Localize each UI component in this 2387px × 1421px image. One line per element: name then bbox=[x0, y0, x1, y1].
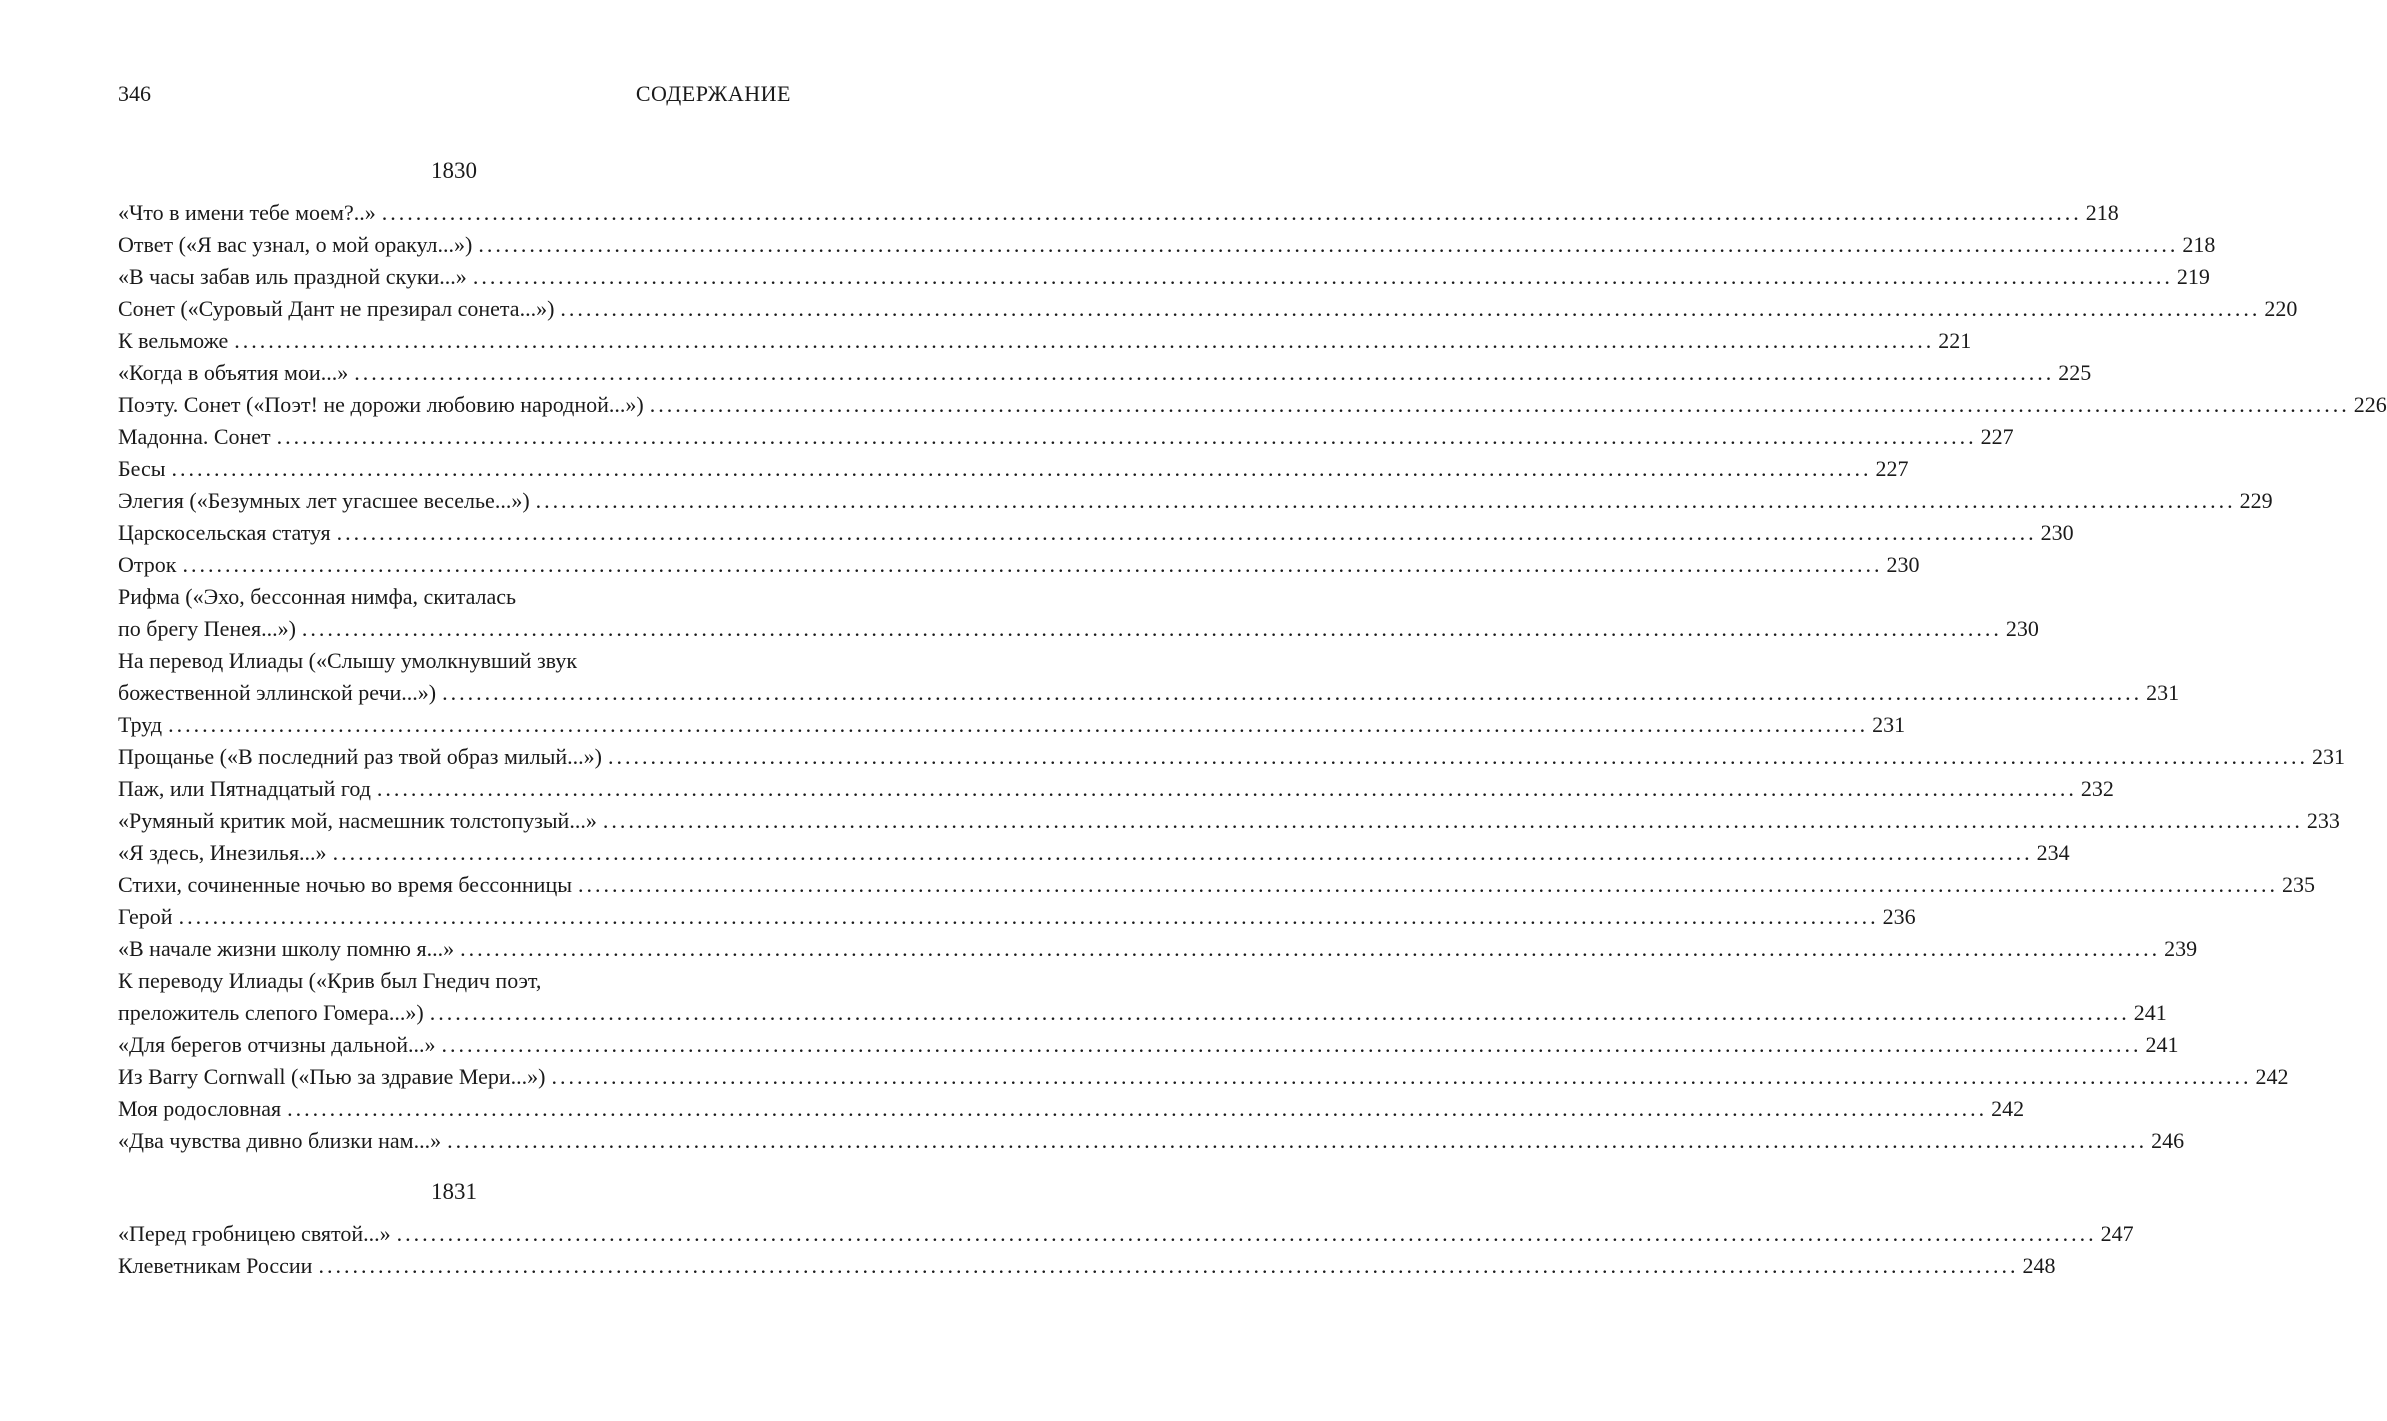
toc-entry bbox=[118, 1250, 2056, 1282]
toc-entry bbox=[118, 1093, 2025, 1125]
dot-leader: ........................................................................................................................................................................................................ bbox=[354, 360, 2055, 385]
toc-entry-title: Ответ («Я вас узнал, о мой оракул...») bbox=[118, 232, 473, 257]
toc-entry bbox=[118, 837, 2070, 869]
dot-leader: ........................................................................................................................................................................................................ bbox=[602, 808, 2303, 833]
toc-entry-line bbox=[118, 1125, 2185, 1157]
dot-leader: ........................................................................................................................................................................................................ bbox=[178, 904, 1879, 929]
toc-entry-line bbox=[118, 1061, 2289, 1093]
toc-entry-line bbox=[118, 1250, 2056, 1282]
toc-entry bbox=[118, 293, 2298, 325]
dot-leader: ........................................................................................................................................................................................................ bbox=[234, 328, 1935, 353]
toc-entry-page-number: 220 bbox=[2264, 296, 2298, 321]
dot-leader: ........................................................................................................................................................................................................ bbox=[551, 1064, 2252, 1089]
toc-entry bbox=[118, 645, 2180, 709]
toc-entry-line bbox=[118, 1093, 2025, 1125]
toc-entry bbox=[118, 1218, 2134, 1250]
toc-entry bbox=[118, 901, 1916, 933]
dot-leader: ........................................................................................................................................................................................................ bbox=[535, 488, 2236, 513]
toc-entry bbox=[118, 197, 2119, 229]
toc-entry-page-number: 221 bbox=[1938, 328, 1972, 353]
dot-leader: ........................................................................................................................................................................................................ bbox=[171, 456, 1872, 481]
section-year: 1830 bbox=[431, 158, 477, 183]
toc-entry-page-number: 241 bbox=[2145, 1032, 2179, 1057]
toc-entry-title: Герой bbox=[118, 904, 173, 929]
dot-leader: ........................................................................................................................................................................................................ bbox=[442, 680, 2143, 705]
toc-entry bbox=[118, 357, 2092, 389]
toc-entry-line bbox=[118, 613, 2039, 645]
toc-entry-page-number: 232 bbox=[2080, 776, 2114, 801]
toc-entries bbox=[118, 1218, 2134, 1282]
toc-entry bbox=[118, 1061, 2289, 1093]
toc-entry-title: Моя родословная bbox=[118, 1096, 282, 1121]
toc-entry-page-number: 242 bbox=[1991, 1096, 2025, 1121]
toc-entry-line bbox=[118, 677, 2180, 709]
dot-leader: ........................................................................................................................................................................................................ bbox=[478, 232, 2179, 257]
toc-entry-page-number: 239 bbox=[2164, 936, 2198, 961]
toc-entry-title: К вельможе bbox=[118, 328, 229, 353]
toc-entry-title: Бесы bbox=[118, 456, 166, 481]
toc-entry-title: Отрок bbox=[118, 552, 177, 577]
toc-entry-page-number: 230 bbox=[1886, 552, 1920, 577]
dot-leader: ........................................................................................................................................................................................................ bbox=[336, 520, 2037, 545]
toc-entry-title: Из Barry Cornwall («Пью за здравие Мери...») bbox=[118, 1064, 546, 1089]
toc-entry-line bbox=[118, 741, 2345, 773]
toc-entry-title: «В начале жизни школу помню я...» bbox=[118, 936, 455, 961]
toc-entry-title: преложитель слепого Гомера...») bbox=[118, 1000, 424, 1025]
toc-entry-line bbox=[118, 805, 2340, 837]
toc-entry-title: Элегия («Безумных лет угасшее веселье...») bbox=[118, 488, 530, 513]
toc-entry-line bbox=[118, 869, 2315, 901]
dot-leader: ........................................................................................................................................................................................................ bbox=[608, 744, 2308, 769]
toc-entry-page-number: 227 bbox=[1875, 456, 1909, 481]
toc-entry bbox=[118, 741, 2345, 773]
toc-entry bbox=[118, 517, 2074, 549]
toc-entry-title: «Для берегов отчизны дальной...» bbox=[118, 1032, 436, 1057]
dot-leader: ........................................................................................................................................................................................................ bbox=[182, 552, 1883, 577]
toc-entry-title-line: На перевод Илиады («Слышу умолкнувший звук bbox=[118, 648, 578, 673]
toc-entry-title: «Когда в объятия мои...» bbox=[118, 360, 349, 385]
toc-entry-line bbox=[118, 325, 1972, 357]
toc-entry-line bbox=[118, 485, 2273, 517]
toc-entry-line bbox=[118, 709, 1906, 741]
dot-leader: ........................................................................................................................................................................................................ bbox=[376, 776, 2077, 801]
toc-entry-page-number: 230 bbox=[2040, 520, 2074, 545]
toc-entry-title: «В часы забав иль праздной скуки...» bbox=[118, 264, 467, 289]
toc-entry-title-line: К переводу Илиады («Крив был Гнедич поэт, bbox=[118, 968, 542, 993]
toc-entry-title: «Я здесь, Инезилья...» bbox=[118, 840, 327, 865]
dot-leader: ........................................................................................................................................................................................................ bbox=[332, 840, 2033, 865]
toc-entry-line bbox=[118, 837, 2070, 869]
dot-leader: ........................................................................................................................................................................................................ bbox=[429, 1000, 2130, 1025]
dot-leader: ........................................................................................................................................................................................................ bbox=[381, 200, 2082, 225]
toc-entry-line bbox=[118, 933, 2198, 965]
dot-leader: ........................................................................................................................................................................................................ bbox=[276, 424, 1977, 449]
toc-entry-page-number: 248 bbox=[2022, 1253, 2056, 1278]
toc-entry-page-number: 242 bbox=[2255, 1064, 2289, 1089]
toc-entry-title: Поэту. Сонет («Поэт! не дорожи любовию народной...») bbox=[118, 392, 644, 417]
toc-entry-page-number: 234 bbox=[2036, 840, 2070, 865]
dot-leader: ........................................................................................................................................................................................................ bbox=[560, 296, 2261, 321]
toc-entry bbox=[118, 421, 2014, 453]
toc-entry-page-number: 229 bbox=[2239, 488, 2273, 513]
toc-entry bbox=[118, 933, 2198, 965]
dot-leader: ........................................................................................................................................................................................................ bbox=[287, 1096, 1988, 1121]
toc-entry bbox=[118, 805, 2340, 837]
toc-entry bbox=[118, 229, 2216, 261]
toc-entry-line bbox=[118, 293, 2298, 325]
toc-entry-page-number: 231 bbox=[2312, 744, 2345, 769]
toc-entry-title: «Румяный критик мой, насмешник толстопузый...» bbox=[118, 808, 597, 833]
toc-entry bbox=[118, 1125, 2185, 1157]
toc-entry-page-number: 236 bbox=[1882, 904, 1916, 929]
toc-entry-title: Клеветникам России bbox=[118, 1253, 313, 1278]
toc-entries bbox=[118, 197, 2387, 1157]
toc-entry-page-number: 230 bbox=[2005, 616, 2039, 641]
toc-entry-line bbox=[118, 901, 1916, 933]
toc-entry-page-number: 227 bbox=[1980, 424, 2014, 449]
toc-entry bbox=[118, 965, 2167, 1029]
toc-entry-title: Прощанье («В последний раз твой образ милый...») bbox=[118, 744, 602, 769]
toc-entry-title: «Что в имени тебе моем?..» bbox=[118, 200, 376, 225]
toc-entry-line bbox=[118, 453, 1909, 485]
toc-entry-line bbox=[118, 229, 2216, 261]
toc-entry-line bbox=[118, 1218, 2134, 1250]
dot-leader: ........................................................................................................................................................................................................ bbox=[396, 1221, 2097, 1246]
toc-entry-page-number: 231 bbox=[2146, 680, 2180, 705]
page-number: 346 bbox=[118, 81, 151, 106]
toc-entry-title: Сонет («Суровый Дант не презирал сонета...») bbox=[118, 296, 555, 321]
toc-entry bbox=[118, 485, 2273, 517]
toc-entry-page-number: 219 bbox=[2176, 264, 2210, 289]
toc-entry bbox=[118, 389, 2387, 421]
toc-entry bbox=[118, 261, 2210, 293]
toc-entry-page-number: 218 bbox=[2182, 232, 2216, 257]
toc-entry-title: Паж, или Пятнадцатый год bbox=[118, 776, 371, 801]
section-year: 1831 bbox=[431, 1179, 477, 1204]
toc-entry-title: по брегу Пенея...») bbox=[118, 616, 296, 641]
dot-leader: ........................................................................................................................................................................................................ bbox=[472, 264, 2173, 289]
dot-leader: ........................................................................................................................................................................................................ bbox=[318, 1253, 2019, 1278]
toc-entry-page-number: 235 bbox=[2282, 872, 2315, 897]
toc-entry-page-number: 226 bbox=[2353, 392, 2387, 417]
toc-entry-title: Царскосельская статуя bbox=[118, 520, 331, 545]
toc-entry-page-number: 218 bbox=[2085, 200, 2119, 225]
toc-entry bbox=[118, 1029, 2179, 1061]
toc-entry-line bbox=[118, 197, 2119, 229]
toc-entry-line bbox=[118, 357, 2092, 389]
toc-entry-title: «Два чувства дивно близки нам...» bbox=[118, 1128, 442, 1153]
toc-entry-line bbox=[118, 773, 2114, 805]
toc-entry-title: божественной эллинской речи...») bbox=[118, 680, 437, 705]
toc-entry bbox=[118, 773, 2114, 805]
toc-entry-line bbox=[118, 261, 2210, 293]
toc-entry-page-number: 231 bbox=[1872, 712, 1906, 737]
toc-entry bbox=[118, 549, 1920, 581]
toc-entry-line bbox=[118, 421, 2014, 453]
toc-entry-title: Мадонна. Сонет bbox=[118, 424, 271, 449]
toc-entry-line bbox=[118, 389, 2387, 421]
toc-entry-page-number: 225 bbox=[2058, 360, 2092, 385]
toc-section-1830 bbox=[118, 155, 2387, 1157]
dot-leader: ........................................................................................................................................................................................................ bbox=[301, 616, 2002, 641]
toc-entry bbox=[118, 709, 1906, 741]
toc-entry-line bbox=[118, 549, 1920, 581]
toc-entry-title-line: Рифма («Эхо, бессонная нимфа, скиталась bbox=[118, 584, 517, 609]
dot-leader: ........................................................................................................................................................................................................ bbox=[168, 712, 1869, 737]
toc-entry bbox=[118, 581, 2039, 645]
toc-section-1831 bbox=[118, 1176, 2134, 1282]
dot-leader: ........................................................................................................................................................................................................ bbox=[441, 1032, 2142, 1057]
toc-entry-line bbox=[118, 517, 2074, 549]
running-title: СОДЕРЖАНИЕ bbox=[635, 81, 791, 106]
toc-entry bbox=[118, 325, 1972, 357]
toc-entry bbox=[118, 869, 2315, 901]
toc-entry-line bbox=[118, 1029, 2179, 1061]
toc-entry-page-number: 233 bbox=[2306, 808, 2340, 833]
dot-leader: ........................................................................................................................................................................................................ bbox=[578, 872, 2278, 897]
toc-entry-page-number: 241 bbox=[2133, 1000, 2167, 1025]
toc-entry-page-number: 247 bbox=[2100, 1221, 2134, 1246]
toc-entry-line bbox=[118, 997, 2167, 1029]
dot-leader: ........................................................................................................................................................................................................ bbox=[649, 392, 2350, 417]
toc-entry-title: «Перед гробницею святой...» bbox=[118, 1221, 391, 1246]
dot-leader: ........................................................................................................................................................................................................ bbox=[460, 936, 2161, 961]
toc-entry bbox=[118, 453, 1909, 485]
dot-leader: ........................................................................................................................................................................................................ bbox=[447, 1128, 2148, 1153]
toc-entry-page-number: 246 bbox=[2151, 1128, 2185, 1153]
toc-entry-title: Стихи, сочиненные ночью во время бессонницы bbox=[118, 872, 572, 897]
toc-entry-title: Труд bbox=[118, 712, 163, 737]
